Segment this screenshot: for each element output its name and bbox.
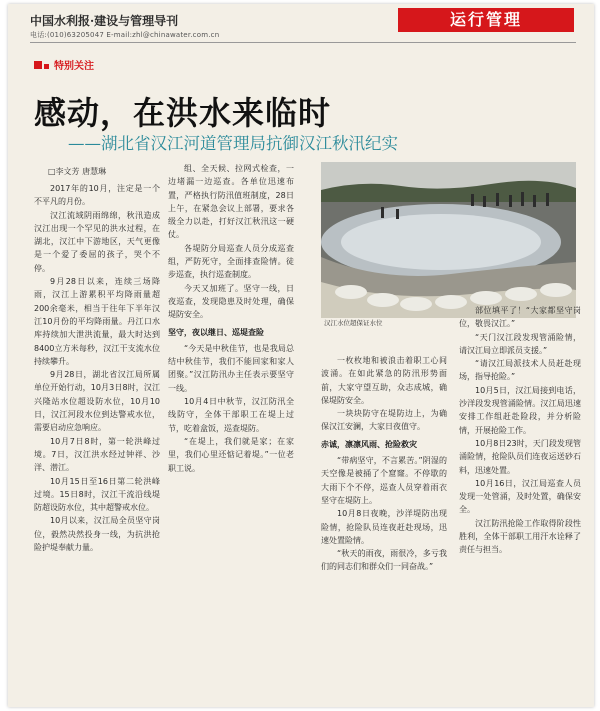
- section-subtitle: 赤诚，凛凛风雨、抢险救灾: [321, 439, 417, 449]
- photo-caption: 汉江水位超保证水位: [324, 319, 383, 327]
- header-rule: [30, 42, 576, 43]
- paragraph: 一块块防守在堤防边上，为确保汉江安澜，大家日夜值守。: [321, 409, 447, 432]
- masthead-title: 中国水利报·建设与管理导刊: [30, 14, 179, 28]
- paragraph: 组、全天候、拉网式检查，一边堵漏一边巡查。各单位迅速布置，严格执行防汛值班制度，28日上午，在紧急会议上部署，要求各级全力以赴，打好汉江秋汛这一硬仗。: [168, 164, 294, 240]
- paragraph: “秋天的雨夜，雨很冷，多亏我们的同志们和群众们一同奋战。”: [321, 549, 447, 572]
- paragraph: 10月4日中秋节，汉江防汛全线防守，全体干部职工在堤上过节，吃着盒饭，巡查堤防。: [168, 397, 294, 433]
- paragraph: “请汉江局派技术人员赶赴现场，指导抢险。”: [459, 359, 581, 382]
- section-label: 运行管理: [398, 8, 574, 32]
- flood-photo: [321, 162, 576, 318]
- paragraph: “今天是中秋佳节，也是我局总结中秋佳节，我们不能回家和家人团聚。”汉江防汛办主任表示要坚守一线。: [168, 343, 294, 393]
- kicker-label: 特别关注: [54, 61, 94, 72]
- paragraph: 部位填平了！“大家都坚守岗位，敬畏汉江。”: [459, 306, 581, 329]
- paragraph: “带病坚守，不言累苦。”阴湿的天空像是被捅了个窟窿。不停歇的大雨下个不停，巡查人员穿着雨衣坚守在堤防上。: [321, 456, 447, 505]
- flood-photo-illustration: [321, 162, 576, 318]
- paragraph: 10月15日至16日第二轮洪峰过境。15日8时，汉江干流沿线堤防超设防水位，其中超警戒水位。: [34, 476, 160, 513]
- article-column-4: [459, 304, 581, 700]
- newspaper-page: [8, 4, 594, 707]
- paragraph: 汉江流域阴雨绵绵，秋汛造成汉江出现一个罕见的洪水过程，在湖北，汉江中下游地区，天气更像是一个爱了委屈的孩子，哭个不停。: [34, 210, 160, 273]
- paragraph: 10月16日，汉江局巡查人员发现一处管涌，及时处置，确保安全。: [459, 478, 581, 515]
- article-column-3: [321, 354, 447, 700]
- paragraph: 10月7日8时，第一轮洪峰过境。7日，汉江洪水经过钟祥、沙洋、潜江。: [34, 436, 160, 473]
- kicker-dot-icon: [44, 64, 49, 69]
- paragraph: 10月8日夜晚，沙洋堤防出现险情，抢险队员连夜赶赴现场，迅速处置险情。: [321, 509, 447, 545]
- paragraph: 10月8日23时，天门段发现管涌险情，抢险队员们连夜运送砂石料，迅速处置。: [459, 438, 581, 475]
- article-column-1: [34, 182, 160, 700]
- paragraph: 汉江防汛抢险工作取得阶段性胜利，全体干部职工用汗水诠释了责任与担当。: [459, 518, 581, 555]
- paragraph: “天门汉江段发现管涌险情，请汉江局立即派员支援。”: [459, 332, 581, 355]
- paragraph: 10月以来，汉江局全员坚守岗位，毅然决然投身一线，为抗洪抢险护堤奉献力量。: [34, 516, 160, 553]
- paragraph: 2017年的10月，注定是一个不平凡的月份。: [34, 184, 160, 207]
- paragraph: “在堤上，我们就是家；在家里，我们心里还惦记着堤。”一位老职工说。: [168, 436, 294, 473]
- article-column-2: [168, 162, 294, 700]
- subheadline: ——湖北省汉江河道管理局抗御汉江秋汛纪实: [68, 134, 398, 153]
- paragraph: 今天又加班了。坚守一线，日夜巡查，发现隐患及时处理，确保堤防安全。: [168, 283, 294, 320]
- paragraph: 9月28日以来，连续三场降雨，汉江上游累积平均降雨量超200余毫米，相当于往年下半年汉江10月份的平均降雨量。丹江口水库持续加大泄洪流量，最大时达到8400立方米每秒，汉江干支流水位持续攀升。: [34, 277, 160, 366]
- kicker-square-icon: [34, 61, 42, 69]
- paragraph: 9月28日，湖北省汉江局所属单位开始行动，10月3日8时，汉江兴隆站水位超设防水位，10月10日，汉江河段水位到达警戒水位，需要启动应急响应。: [34, 370, 160, 433]
- paragraph: 一枚枚地和被浪击着职工心间波涌。在如此紧急的防汛形势面前，大家守望互助，众志成城，确保堤防安全。: [321, 356, 447, 405]
- paragraph: 各堤防分局巡查人员分成巡查组，严防死守，全面排查险情。徒步巡查，执行巡查制度。: [168, 243, 294, 280]
- masthead-contact: 电话:(010)63205047 E-mail:zhl@chinawater.com.cn: [30, 31, 220, 39]
- byline: □李文芳 唐慧琳: [48, 167, 107, 176]
- headline: 感动，在洪水来临时: [34, 94, 332, 132]
- paragraph: 10月5日，汉江局接到电话，沙洋段发现管涌险情。汉江局迅速安排工作组赶赴险段，并分析险情，开展抢险工作。: [459, 385, 581, 435]
- section-subtitle: 坚守，夜以继日、巡堤查险: [168, 327, 264, 337]
